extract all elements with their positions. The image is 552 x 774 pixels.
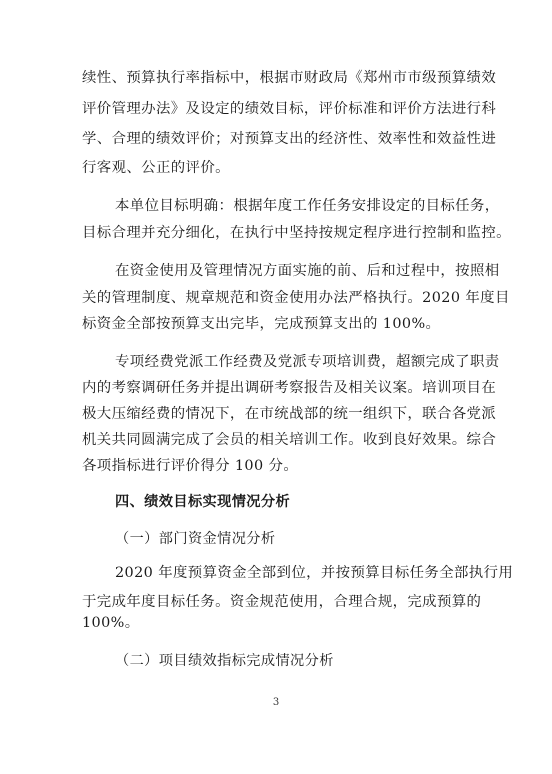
paragraph-4-line-3: 极大压缩经费的情况下，在市统战部的统一组织下，联合各党派 [82, 406, 497, 422]
paragraph-4-line-5: 各项指标进行评价得分 100 分。 [82, 458, 299, 474]
subheading-2: （二）项目绩效指标完成情况分析 [115, 653, 334, 669]
section-heading-4: 四、绩效目标实现情况分析 [115, 494, 291, 510]
paragraph-1-line-2: 评价管理办法》及设定的绩效目标，评价标准和评价方法进行科 [82, 101, 497, 117]
paragraph-4-line-4: 机关共同圆满完成了会员的相关培训工作。收到良好效果。综合 [82, 432, 497, 448]
paragraph-3-line-1: 在资金使用及管理情况方面实施的前、后和过程中，按照相 [115, 263, 500, 279]
paragraph-2-line-2: 目标合理并充分细化，在执行中坚持按规定程序进行控制和监控。 [82, 225, 511, 241]
paragraph-5-line-2: 于完成年度目标任务。资金规范使用，合理合规，完成预算的 [82, 594, 482, 610]
paragraph-4-line-1: 专项经费党派工作经费及党派专项培训费，超额完成了职责 [115, 354, 500, 370]
paragraph-3-line-3: 标资金全部按预算支出完毕，完成预算支出的 100%。 [82, 316, 441, 332]
paragraph-2-line-1: 本单位目标明确：根据年度工作任务安排设定的目标任务， [115, 198, 500, 214]
paragraph-4-line-2: 内的考察调研任务并提出调研考察报告及相关议案。培训项目在 [82, 380, 497, 396]
page-number: 3 [272, 697, 280, 708]
subheading-1: （一）部门资金情况分析 [115, 531, 276, 547]
paragraph-5-line-3: 100%。 [82, 615, 140, 631]
paragraph-1-line-3: 学、合理的绩效评价；对预算支出的经济性、效率性和效益性进 [82, 131, 497, 147]
paragraph-5-line-1: 2020 年度预算资金全部到位，并按预算目标任务全部执行用 [115, 565, 514, 581]
paragraph-3-line-2: 关的管理制度、规章规范和资金使用办法严格执行。2020 年度目 [82, 290, 510, 306]
paragraph-1-line-4: 行客观、公正的评价。 [82, 160, 230, 176]
paragraph-1-line-1: 续性、预算执行率指标中，根据市财政局《郑州市市级预算绩效 [82, 70, 497, 86]
